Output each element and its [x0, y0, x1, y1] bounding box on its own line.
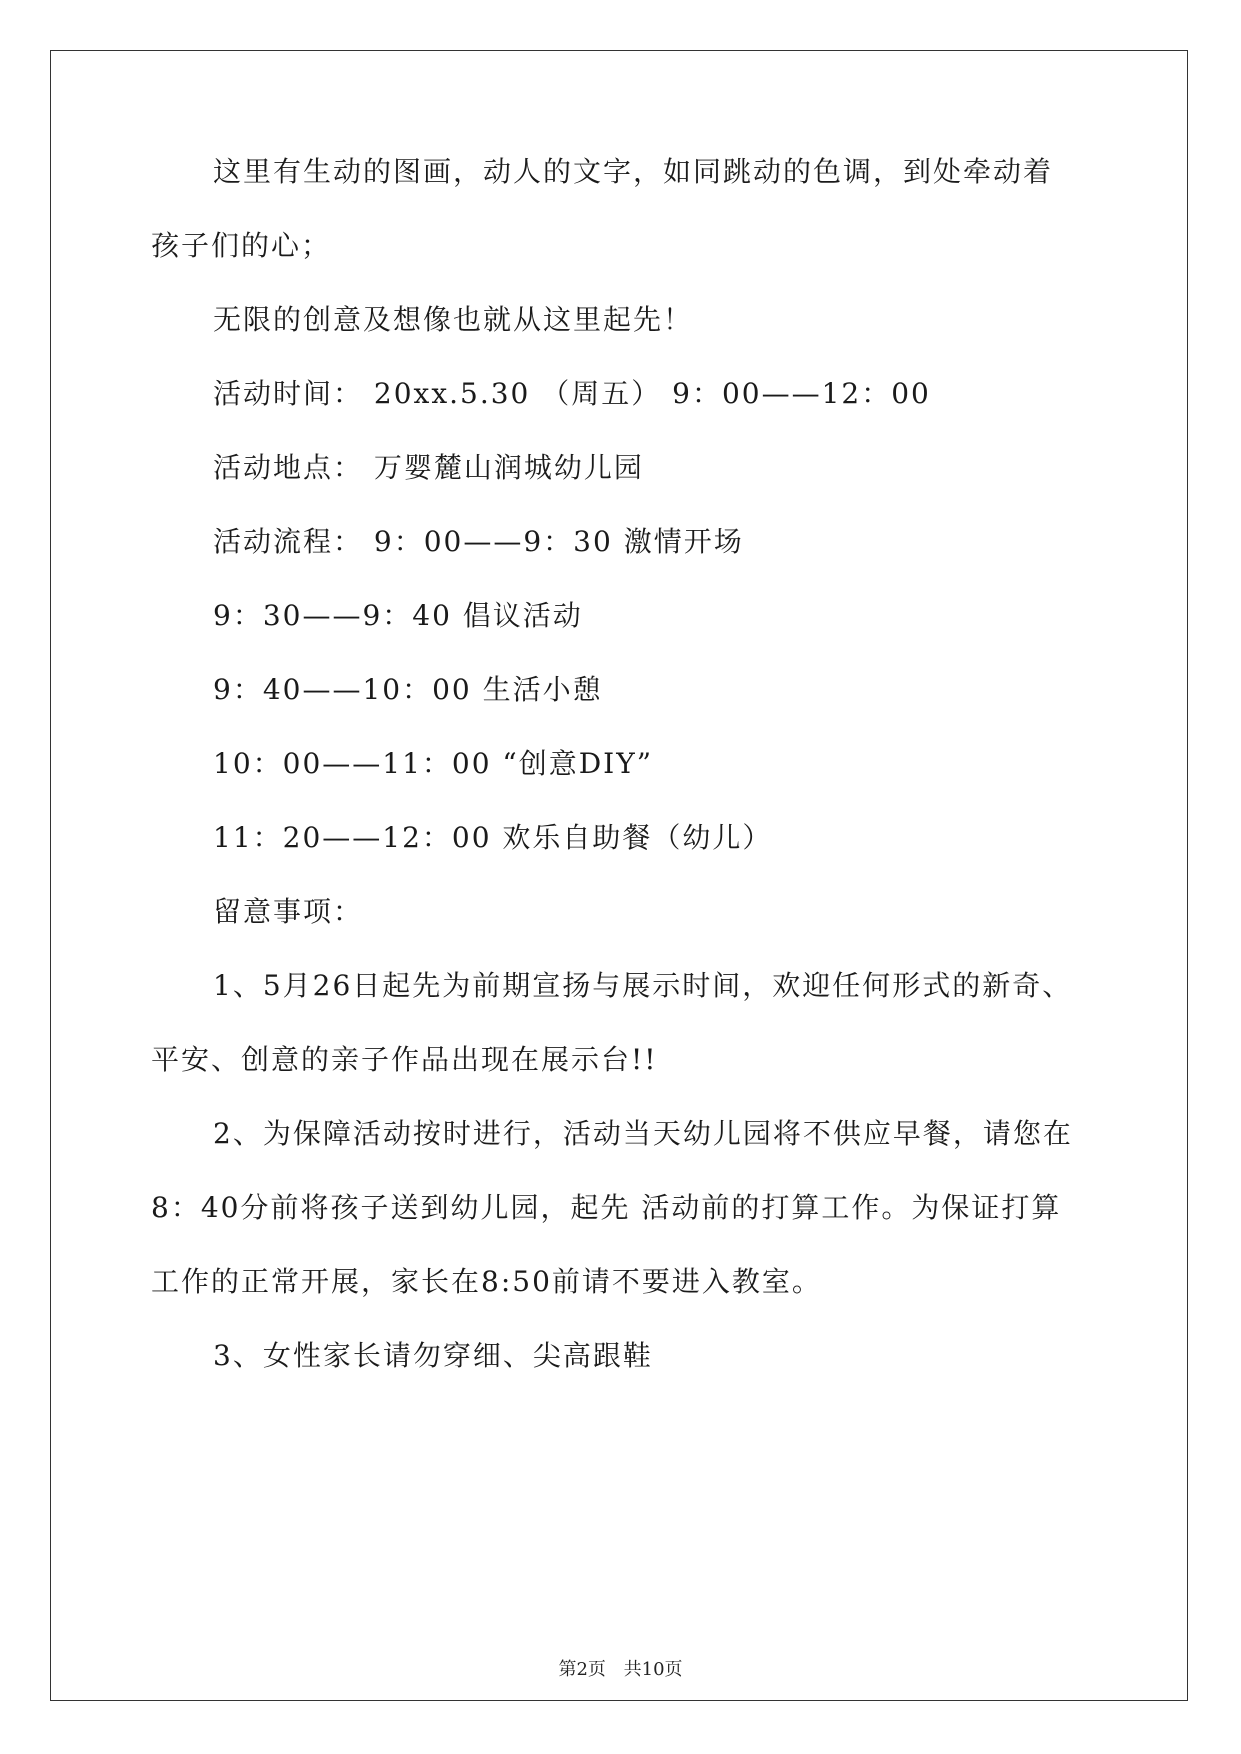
- note-2-line-3: 工作的正常开展，家长在8:50前请不要进入教室。: [151, 1265, 822, 1298]
- note-1-line-1: 1、5月26日起先为前期宣扬与展示时间，欢迎任何形式的新奇、: [213, 969, 1073, 1002]
- page-total: 共10页: [623, 1659, 683, 1680]
- note-3: 3、女性家长请勿穿细、尖高跟鞋: [213, 1339, 653, 1372]
- event-flow-item: 10：00——11：00 “创意DIY”: [213, 747, 654, 780]
- page-frame: [50, 50, 1188, 1701]
- event-flow-item: 9：40——10：00 生活小憩: [213, 673, 603, 706]
- page-footer: [0, 1658, 1241, 1682]
- notes-heading: 留意事项：: [213, 895, 364, 928]
- note-2-line-1: 2、为保障活动按时进行，活动当天幼儿园将不供应早餐，请您在: [213, 1117, 1073, 1150]
- paragraph-creativity: 无限的创意及想像也就从这里起先！: [213, 303, 694, 336]
- event-flow-item: 9：30——9：40 倡议活动: [213, 599, 583, 632]
- event-place: 活动地点： 万婴麓山润城幼儿园: [213, 451, 644, 484]
- event-flow-item: 11：20——12：00 欢乐自助餐（幼儿）: [213, 821, 773, 854]
- event-time: 活动时间： 20xx.5.30 （周五） 9：00——12：00: [213, 377, 931, 410]
- paragraph-intro-line-1: 这里有生动的图画，动人的文字，如同跳动的色调，到处牵动着: [213, 155, 1054, 188]
- paragraph-intro-line-2: 孩子们的心；: [151, 229, 332, 262]
- page-number: 第2页: [558, 1659, 606, 1680]
- note-2-line-2: 8：40分前将孩子送到幼儿园，起先 活动前的打算工作。为保证打算: [151, 1191, 1062, 1224]
- note-1-line-2: 平安、创意的亲子作品出现在展示台!!: [151, 1043, 658, 1076]
- event-flow: 活动流程： 9：00——9：30 激情开场: [213, 525, 744, 558]
